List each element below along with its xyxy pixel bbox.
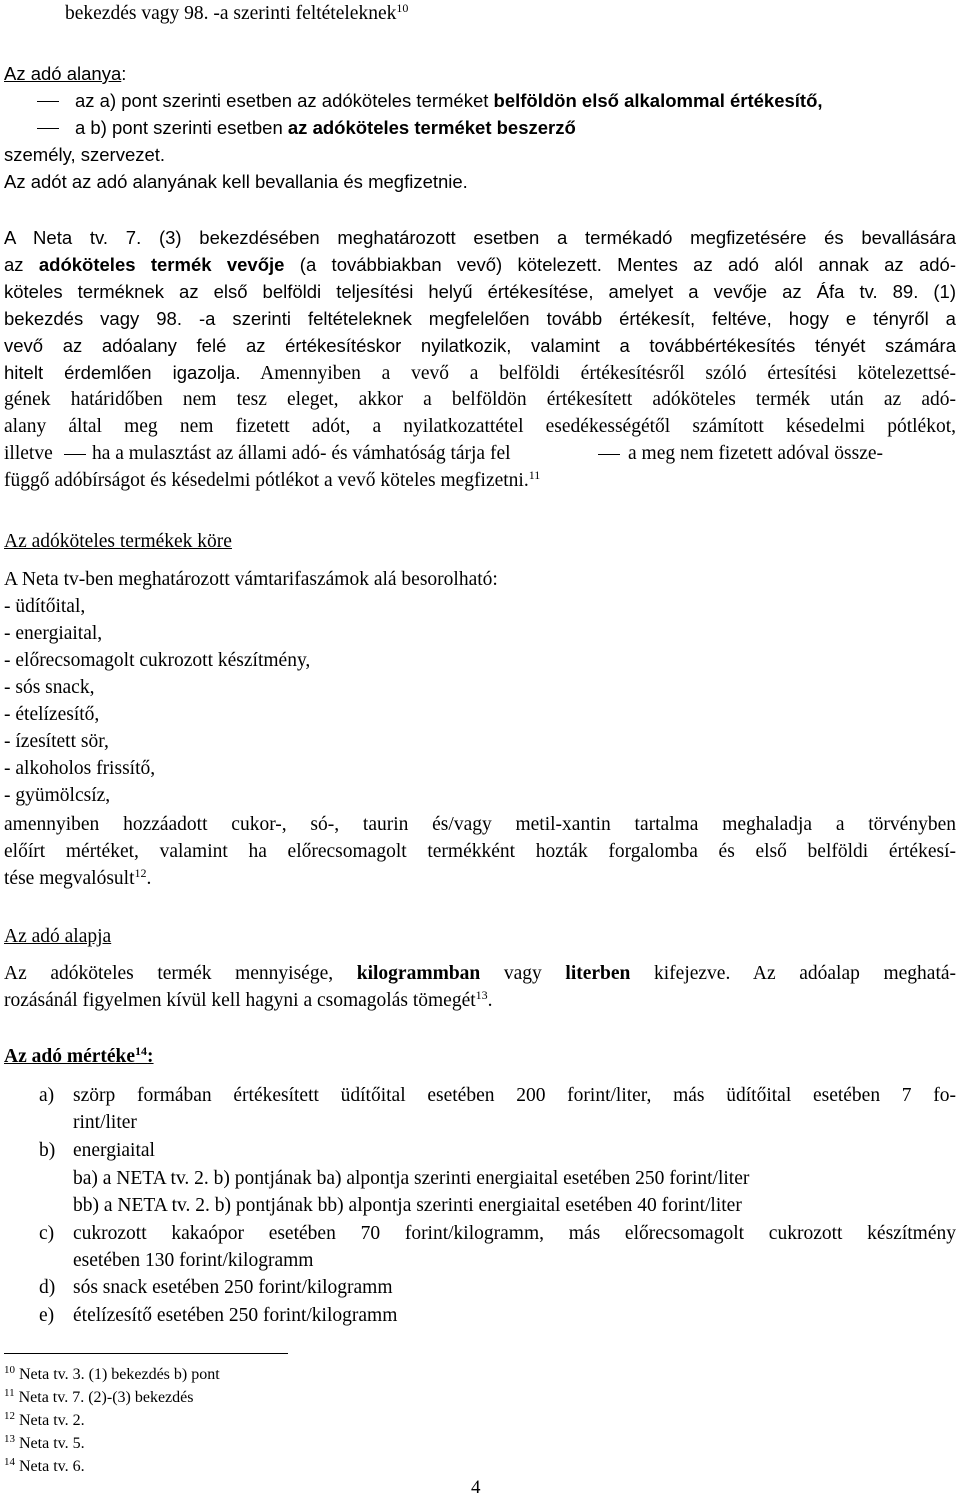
footnote-10-num: 10 (4, 1364, 15, 1376)
footnote-12-text: Neta tv. 2. (15, 1412, 85, 1429)
neta-line-7: gének határidőben nem tesz eleget, akkor a belföldön értékesített adóköteles termék után az adó- (4, 389, 956, 410)
subject-heading-colon: : (121, 63, 127, 84)
footnote-10-text: Neta tv. 3. (1) bekezdés b) pont (15, 1366, 220, 1383)
base-line-1 (4, 960, 956, 987)
base-line-2-text: rozásánál figyelmen kívül kell hagyni a csomagolás tömegét (4, 990, 476, 1011)
scope-item: - ételízesítő, (4, 704, 100, 725)
neta-line-4-a: bekezdés vagy 98. (4, 308, 199, 329)
neta-line-6-a: hitelt érdemlően igazolja. (4, 362, 241, 383)
neta-line-2-bold: adóköteles termék vevője (38, 254, 285, 275)
neta-line-2-d: Mentes az adó alól annak az adó- (601, 254, 956, 275)
neta-line-8: alany által meg nem fizetett adót, a nyilatkozattétel esedékességétől számított késedelmi pótlékot, (4, 416, 956, 437)
scope-item: - üdítőital, (4, 596, 86, 617)
subject-payer: Az adót az adó alanyának kell bevallania és megfizetnie. (4, 171, 468, 192)
rate-label-a: a) (39, 1085, 55, 1106)
base-heading: Az adó alapja (4, 926, 112, 947)
base-line-1-c: vagy (480, 963, 566, 984)
rate-e-line-1: ételízesítő esetében 250 forint/kilogramm (73, 1305, 398, 1326)
footnote-separator (4, 1353, 288, 1354)
neta-line-2-a: az (4, 254, 39, 275)
footnote-14-num: 14 (4, 1456, 15, 1468)
base-line-2 (4, 987, 493, 1014)
neta-line-9c: a meg nem fizetett adóval össze- (628, 443, 884, 464)
intro-line (65, 0, 408, 27)
neta-line-2 (4, 251, 956, 278)
footnote-ref-12: 12 (134, 866, 147, 880)
rate-a-line-2: rint/liter (73, 1112, 137, 1133)
subject-item-1-bold: belföldön első alkalommal értékesítő, (493, 90, 823, 111)
subject-item-2-cont: személy, szervezet. (4, 144, 166, 165)
subject-item-1-text: az a) pont szerinti esetben az adóköteles terméket (75, 90, 494, 111)
rate-heading (4, 1043, 154, 1070)
scope-heading: Az adóköteles termékek köre (4, 531, 232, 552)
footnote-13-num: 13 (4, 1433, 15, 1445)
rate-c-line-1: cukrozott kakaópor esetében 70 forint/kilogramm, más előrecsomagolt cukrozott készítmény (73, 1223, 956, 1244)
scope-item: - alkoholos frissítő, (4, 758, 156, 779)
subject-item-2 (75, 114, 576, 141)
footnote-12-num: 12 (4, 1410, 15, 1422)
base-line-2-end: . (487, 990, 493, 1011)
rate-label-d: d) (39, 1277, 56, 1298)
neta-line-1: A Neta tv. 7. (3) bekezdésében meghatározott esetben a termékadó megfizetésére és bevallására (4, 227, 956, 248)
neta-line-3: köteles terméknek az első belföldi teljesítési helyű értékesítése, amelyet a vevője az Áfa tv. 89. (1) (4, 281, 956, 302)
base-line-1-bold-liter: literben (565, 963, 631, 984)
footnote-10 (4, 1364, 220, 1386)
footnote-ref-13: 13 (475, 988, 488, 1002)
rate-c-line-2: esetében 130 forint/kilogramm (73, 1250, 314, 1271)
subject-item-2-bold: az adóköteles terméket beszerző (287, 117, 576, 138)
base-line-1-e: kifejezve. Az adóalap meghatá- (630, 963, 957, 984)
neta-line-10-text: függő adóbírságot és késedelmi pótlékot a vevő köteles megfizetni. (4, 470, 529, 491)
neta-line-2-c: (a továbbiakban vevő) kötelezett. (284, 254, 602, 275)
footnote-13 (4, 1433, 85, 1455)
footnote-12 (4, 1410, 85, 1432)
dash-separator (64, 454, 86, 455)
rate-a-line-1: szörp formában értékesített üdítőital esetében 200 forint/liter, más üdítőital esetében 7 fo- (73, 1085, 956, 1106)
footnote-11-num: 11 (4, 1387, 15, 1399)
rate-d-line-1: sós snack esetében 250 forint/kilogramm (73, 1277, 393, 1298)
subject-item-2-text: a b) pont szerinti esetben (75, 117, 288, 138)
footnote-11-text: Neta tv. 7. (2)-(3) bekezdés (14, 1389, 194, 1406)
rate-label-b: b) (39, 1140, 56, 1161)
rate-bb: bb) a NETA tv. 2. b) pontjának bb) alpontja szerinti energiaital esetében 40 forint/liter (73, 1195, 742, 1216)
dash-separator (598, 454, 620, 455)
scope-condition-3-end: . (146, 868, 152, 889)
neta-line-4 (4, 305, 956, 332)
neta-line-4-b: -a szerinti feltételeknek megfelelően tovább értékesít, feltéve, hogy e tényről a (198, 308, 956, 329)
scope-item: - előrecsomagolt cukrozott készítmény, (4, 650, 311, 671)
rate-ba: ba) a NETA tv. 2. b) pontjának ba) alpontja szerinti energiaital esetében 250 forint/liter (73, 1168, 750, 1189)
footnote-13-text: Neta tv. 5. (15, 1435, 85, 1452)
footnote-ref-14: 14 (135, 1044, 148, 1058)
rate-label-e: e) (39, 1305, 55, 1326)
scope-condition-1: amennyiben hozzáadott cukor-, só-, taurin és/vagy metil-xantin tartalma meghaladja a törvényben (4, 814, 956, 835)
footnote-14 (4, 1456, 85, 1478)
neta-line-5: vevő az adóalany felé az értékesítéskor nyilatkozik, valamint a továbbértékesítés tényét számára (4, 335, 956, 356)
page-number: 4 (471, 1477, 481, 1498)
subject-item-1 (75, 87, 823, 114)
rate-label-c: c) (39, 1223, 55, 1244)
scope-item: - sós snack, (4, 677, 95, 698)
intro-text-b: -a szerinti feltételeknek (213, 3, 397, 24)
scope-intro: A Neta tv-ben meghatározott vámtarifaszámok alá besorolható: (4, 569, 498, 590)
intro-text-a: bekezdés vagy 98. (65, 3, 214, 24)
rate-heading-text: Az adó mértéke (4, 1046, 136, 1067)
neta-line-9a: illetve (4, 443, 53, 464)
base-line-1-bold-kg: kilogrammban (356, 963, 481, 984)
scope-item: - ízesített sör, (4, 731, 109, 752)
scope-item: - energiaital, (4, 623, 103, 644)
rate-b-line-1: energiaital (73, 1140, 155, 1161)
footnote-ref-10: 10 (396, 1, 409, 15)
dash-bullet (37, 101, 59, 102)
subject-heading (4, 60, 126, 87)
footnote-ref-11: 11 (528, 468, 541, 482)
footnote-11 (4, 1387, 193, 1409)
scope-condition-2: előírt mértéket, valamint ha előrecsomagolt termékként hozták forgalomba és első belföldi értékesí- (4, 841, 956, 862)
neta-line-6-b: Amennyiben a vevő a belföldi értékesítésről szóló értesítési kötelezettsé- (240, 363, 956, 384)
neta-line-10 (4, 467, 540, 494)
neta-line-6 (4, 359, 956, 387)
subject-heading-text: Az adó alanya (4, 63, 122, 84)
dash-bullet (37, 128, 59, 129)
base-line-1-a: Az adóköteles termék mennyisége, (4, 963, 357, 984)
scope-item: - gyümölcsíz, (4, 785, 111, 806)
rate-heading-colon: : (147, 1046, 154, 1067)
neta-line-9b: ha a mulasztást az állami adó- és vámhatóság tárja fel (92, 443, 511, 464)
scope-condition-3-text: tése megvalósult (4, 868, 135, 889)
footnote-14-text: Neta tv. 6. (15, 1458, 85, 1475)
scope-condition-3 (4, 865, 151, 892)
